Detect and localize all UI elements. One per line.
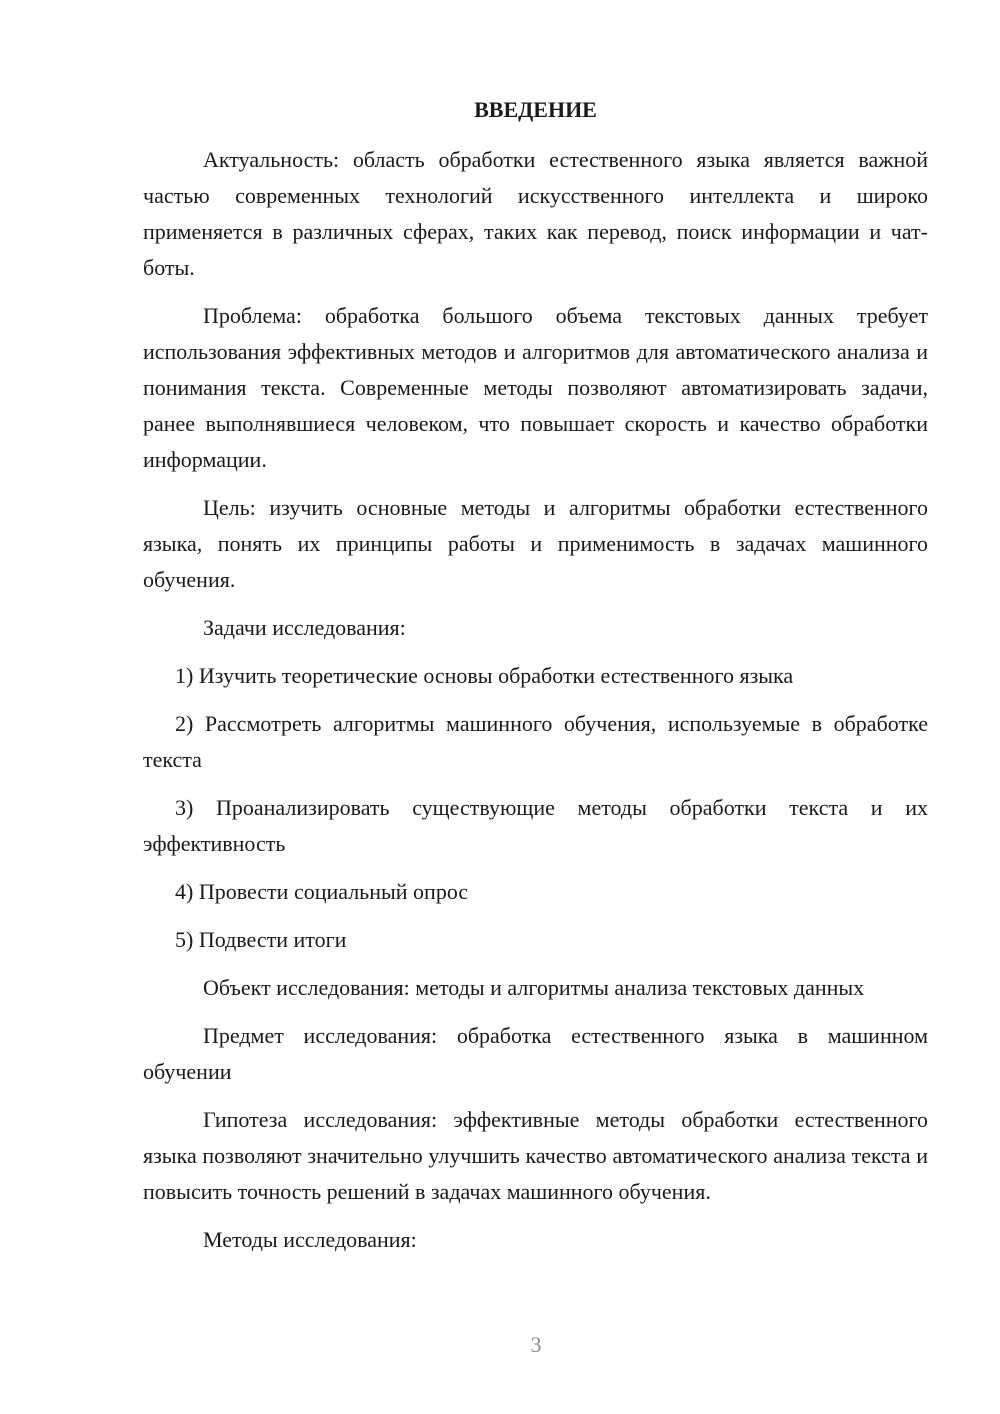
list-item: 4) Провести социальный опрос [175, 879, 469, 904]
list-item: 2) Рассмотреть алгоритмы машинного обучения, используемые в обработке текста [143, 711, 928, 772]
page-number: 3 [530, 1332, 542, 1357]
paragraph-hypothesis: Гипотеза исследования: эффективные методы обработки естественного языка позволяют значительно улучшить качество автоматического анализа текста и повысить точность решений в задачах машинного обучения. [143, 1107, 928, 1204]
tasks-list [143, 658, 928, 958]
paragraph-goal: Цель: изучить основные методы и алгоритмы обработки естественного языка, понять их принципы работы и применимость в задачах машинного обучения. [143, 495, 928, 592]
page-content [143, 92, 928, 1270]
list-item: 3) Проанализировать существующие методы обработки текста и их эффективность [143, 795, 928, 856]
list-item: 1) Изучить теоретические основы обработки естественного языка [175, 663, 794, 688]
tasks-heading: Задачи исследования: [203, 615, 406, 640]
section-title: ВВЕДЕНИЕ [474, 97, 597, 122]
paragraph-subject: Предмет исследования: обработка естественного языка в машинном обучении [143, 1023, 928, 1084]
paragraph-object: Объект исследования: методы и алгоритмы анализа текстовых данных [203, 975, 865, 1000]
paragraph-problem: Проблема: обработка большого объема текстовых данных требует использования эффективных методов и алгоритмов для автоматического анализа и понимания текста. Современные методы позволяют автоматизировать задачи, ранее выполнявшиеся человеком, что повышает скорость и качество обработки информации. [143, 303, 928, 472]
list-item: 5) Подвести итоги [175, 927, 347, 952]
methods-heading: Методы исследования: [203, 1227, 417, 1252]
paragraph-relevance: Актуальность: область обработки естественного языка является важной частью современных технологий искусственного интеллекта и широко применяется в различных сферах, таких как перевод, поиск информации и чат-боты. [143, 147, 928, 280]
